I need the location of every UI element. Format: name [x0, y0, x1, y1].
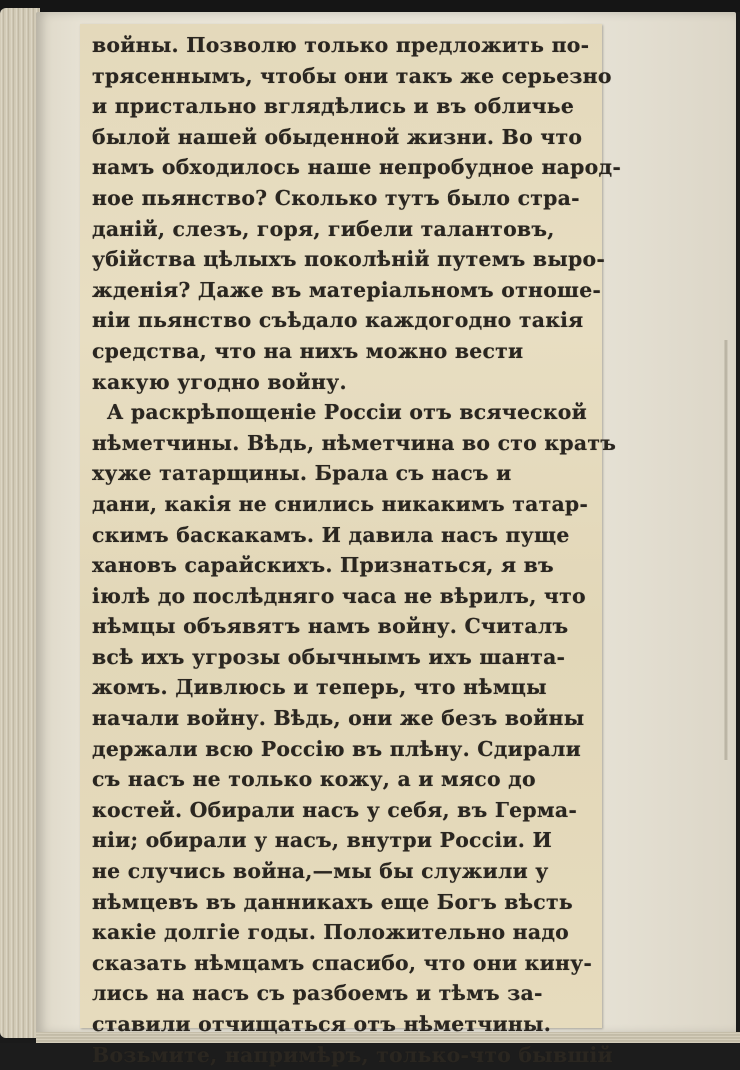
album-binding [0, 0, 740, 12]
newspaper-clipping [80, 24, 622, 1067]
page-fold-mark [724, 340, 728, 760]
article-paragraph-2: А раскрѣпощеніе Россіи отъ всяческой нѣметчины. Вѣдь, нѣметчина во сто кратъ хуже татарщины. Брала съ насъ и дани, какія не снились никакимъ татар- скимъ баскакамъ. И давила насъ пуще хановъ сарайскихъ. Признаться, я въ іюлѣ до послѣдняго часа не вѣрилъ, что нѣмцы объявятъ намъ войну. Считалъ всѣ ихъ угрозы обычнымъ ихъ шанта- жомъ. Дивлюсь и теперь, что нѣмцы начали войну. Вѣдь, они же безъ войны держали всю Россію въ плѣну. Сдирали съ насъ не только кожу, а и мясо до костей. Обирали насъ у себя, въ Герма- ніи; обирали у насъ, внутри Россіи. И не случись война,—мы бы служили у нѣмцевъ въ данникахъ еще Богъ вѣсть какіе долгіе годы. Положительно надо сказать нѣмцамъ спасибо, что они кину- лись на насъ съ разбоемъ и тѣмъ за- ставили отчищаться отъ нѣметчины. Возьмите, напримѣръ, только-что бывшій [92, 400, 617, 1067]
article-paragraph-1: войны. Позволю только предложить по- трясеннымъ, чтобы они такъ же серьезно и пристально вглядѣлись и въ обличье былой нашей обыденной жизни. Во что намъ обходилось наше непробудное народ- ное пьянство? Сколько тутъ было стра- даній, слезъ, горя, гибели талантовъ, убійства цѣлыхъ поколѣній путемъ выро- жденія? Даже въ матеріальномъ отноше- ніи пьянство съѣдало каждогодно такія средства, что на нихъ можно вести какую угодно войну. [92, 33, 622, 394]
album-page-edges [0, 8, 40, 1038]
